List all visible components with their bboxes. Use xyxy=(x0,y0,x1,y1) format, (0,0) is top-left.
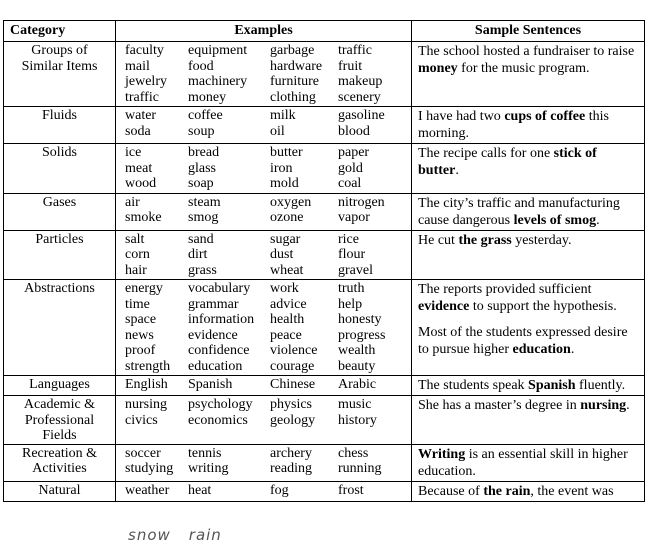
example-word: advice xyxy=(270,296,307,312)
example-word: blood xyxy=(338,123,370,139)
table-row xyxy=(4,193,645,230)
example-word: fruit xyxy=(338,58,363,74)
example-word: makeup xyxy=(338,74,383,89)
example-word: grass xyxy=(188,262,217,278)
examples-cell xyxy=(116,481,412,501)
example-word: education xyxy=(188,358,243,374)
example-word: civics xyxy=(125,412,158,428)
example-word: truth xyxy=(338,281,365,296)
example-word: ice xyxy=(125,145,142,160)
sample-sentence xyxy=(418,483,641,500)
sample-sentence-cell xyxy=(412,280,645,376)
sample-sentence xyxy=(418,446,641,480)
example-word: food xyxy=(188,58,214,74)
example-word: oil xyxy=(270,123,285,139)
category-cell: Particles xyxy=(4,230,116,280)
sentence-text: . xyxy=(455,163,459,178)
sample-sentence xyxy=(418,324,641,358)
handwritten-note xyxy=(128,526,222,544)
example-word: frost xyxy=(338,482,364,498)
highlighted-noun-phrase: cups of coffee xyxy=(504,109,586,124)
examples-cell xyxy=(116,444,412,481)
sample-sentence xyxy=(418,377,641,394)
example-word: proof xyxy=(125,343,156,358)
example-word: corn xyxy=(125,247,150,262)
handwritten-word-snow: snow xyxy=(128,526,171,544)
sample-sentence-cell xyxy=(412,144,645,194)
noncount-nouns-table xyxy=(3,20,645,502)
sample-sentence xyxy=(418,397,641,414)
sentence-text: Most of the students expressed desire to pursue higher xyxy=(418,325,628,357)
examples-cell xyxy=(116,42,412,107)
table-row xyxy=(4,481,645,501)
example-word: history xyxy=(338,412,377,428)
sentence-text: to support the hypothesis. xyxy=(469,299,617,314)
example-word: work xyxy=(270,281,299,296)
example-word: beauty xyxy=(338,358,376,374)
example-word: reading xyxy=(270,461,312,476)
table-row xyxy=(4,444,645,481)
sample-sentence xyxy=(418,145,641,179)
example-word: scenery xyxy=(338,89,381,105)
example-word: clothing xyxy=(270,89,316,105)
sentence-text: The recipe calls for one xyxy=(418,146,554,161)
examples-cell xyxy=(116,107,412,144)
example-word: hardware xyxy=(270,58,323,74)
table-row xyxy=(4,144,645,194)
sample-sentence xyxy=(418,232,641,249)
example-word: space xyxy=(125,312,157,327)
example-word: flour xyxy=(338,247,366,262)
example-word: nursing xyxy=(125,397,167,412)
example-word: energy xyxy=(125,281,163,296)
examples-cell xyxy=(116,193,412,230)
example-word: gold xyxy=(338,160,363,176)
example-word: salt xyxy=(125,231,145,247)
sentence-text: He cut xyxy=(418,232,459,248)
sentence-text: . xyxy=(626,398,630,413)
example-word: dust xyxy=(270,247,294,262)
examples-cell xyxy=(116,376,412,396)
table-row xyxy=(4,230,645,280)
sentence-text: this morning. xyxy=(418,109,609,141)
example-word: geology xyxy=(270,412,316,428)
example-word: economics xyxy=(188,412,248,428)
example-word: glass xyxy=(188,160,216,176)
example-word: health xyxy=(270,312,305,327)
category-cell: Natural xyxy=(4,481,116,501)
header-row xyxy=(4,21,645,42)
example-word: confidence xyxy=(188,343,250,358)
example-word: weather xyxy=(125,482,170,498)
example-word: soup xyxy=(188,123,215,139)
highlighted-noun-phrase: nursing xyxy=(580,398,627,413)
example-word: faculty xyxy=(125,43,164,58)
example-word: wood xyxy=(125,176,157,191)
example-word: Spanish xyxy=(188,377,233,392)
sentence-text: Because of xyxy=(418,483,484,499)
sample-sentence-cell xyxy=(412,193,645,230)
sample-sentence xyxy=(418,108,641,142)
example-word: Chinese xyxy=(270,377,316,392)
examples-cell xyxy=(116,230,412,280)
example-word: money xyxy=(188,89,227,105)
example-word: writing xyxy=(188,461,229,476)
example-word: wealth xyxy=(338,343,376,358)
header-sample-sentences: Sample Sentences xyxy=(412,21,645,42)
sentence-text: The reports provided sufficient xyxy=(418,282,592,297)
table-row xyxy=(4,376,645,396)
highlighted-noun-phrase: Writing xyxy=(418,446,466,462)
category-cell: Abstractions xyxy=(4,280,116,376)
example-word: information xyxy=(188,312,255,327)
example-word: milk xyxy=(270,108,296,123)
example-word: Arabic xyxy=(338,377,377,392)
example-word: running xyxy=(338,461,382,476)
example-word: psychology xyxy=(188,397,253,412)
example-word: soda xyxy=(125,123,151,139)
sample-sentence-cell xyxy=(412,230,645,280)
highlighted-noun-phrase: evidence xyxy=(418,299,470,314)
sentence-text: . xyxy=(570,342,575,357)
example-word: ozone xyxy=(270,210,304,225)
example-word: traffic xyxy=(338,43,372,58)
sentence-text: , the event was xyxy=(530,483,614,499)
example-word: oxygen xyxy=(270,194,312,210)
table-row xyxy=(4,42,645,107)
example-word: peace xyxy=(270,327,302,343)
example-word: grammar xyxy=(188,296,239,312)
example-word: mold xyxy=(270,176,299,191)
example-word: archery xyxy=(270,445,312,461)
sentence-text: . xyxy=(596,212,600,228)
example-word: soccer xyxy=(125,445,161,461)
category-cell: Groups of Similar Items xyxy=(4,42,116,107)
sentence-text: The city’s traffic and manufacturing cause dangerous xyxy=(418,195,620,228)
example-word: equipment xyxy=(188,43,248,58)
example-word: bread xyxy=(188,145,220,160)
sentence-text: She has a master’s degree in xyxy=(418,398,581,413)
example-word: mail xyxy=(125,58,150,74)
table-row xyxy=(4,107,645,144)
category-cell: Fluids xyxy=(4,107,116,144)
example-word: physics xyxy=(270,397,312,412)
example-word: gasoline xyxy=(338,108,385,123)
category-cell: Languages xyxy=(4,376,116,396)
example-word: sugar xyxy=(270,231,301,247)
example-word: steam xyxy=(188,194,221,210)
example-word: strength xyxy=(125,358,171,374)
category-cell: Gases xyxy=(4,193,116,230)
sentence-text: The school hosted a fundraiser to raise xyxy=(418,44,635,59)
example-word: news xyxy=(125,327,154,343)
example-word: coal xyxy=(338,176,362,191)
header-examples: Examples xyxy=(116,21,412,42)
example-word: butter xyxy=(270,145,303,160)
highlighted-noun-phrase: the grass xyxy=(458,232,512,248)
example-word: gravel xyxy=(338,262,373,278)
example-word: English xyxy=(125,377,168,392)
sample-sentence-cell xyxy=(412,107,645,144)
sample-sentence-cell xyxy=(412,396,645,445)
example-word: coffee xyxy=(188,108,223,123)
examples-cell xyxy=(116,396,412,445)
category-cell: Academic & Professional Fields xyxy=(4,396,116,445)
table-row xyxy=(4,396,645,445)
example-word: soap xyxy=(188,176,214,191)
example-word: vapor xyxy=(338,210,370,225)
example-word: air xyxy=(125,194,140,210)
example-word: meat xyxy=(125,160,153,176)
example-word: help xyxy=(338,296,363,312)
example-word: traffic xyxy=(125,89,159,105)
example-word: violence xyxy=(270,343,318,358)
highlighted-noun-phrase: money xyxy=(418,61,458,76)
example-word: smoke xyxy=(125,210,162,225)
sample-sentence-cell xyxy=(412,42,645,107)
example-word: rice xyxy=(338,231,359,247)
example-word: nitrogen xyxy=(338,194,385,210)
example-word: wheat xyxy=(270,262,304,278)
sentence-text: is an essential skill in higher education. xyxy=(418,446,628,479)
example-word: hair xyxy=(125,262,147,278)
example-word: tennis xyxy=(188,445,222,461)
example-word: dirt xyxy=(188,247,208,262)
example-word: vocabulary xyxy=(188,281,251,296)
example-word: time xyxy=(125,296,150,312)
example-word: honesty xyxy=(338,312,382,327)
example-word: courage xyxy=(270,358,315,374)
sentence-text: I have had two xyxy=(418,109,505,124)
example-word: evidence xyxy=(188,327,238,343)
example-word: smog xyxy=(188,210,219,225)
example-word: iron xyxy=(270,160,293,176)
highlighted-noun-phrase: stick of butter xyxy=(418,146,597,178)
example-word: progress xyxy=(338,327,386,343)
example-word: studying xyxy=(125,461,174,476)
example-word: machinery xyxy=(188,74,248,89)
examples-cell xyxy=(116,144,412,194)
example-word: paper xyxy=(338,145,370,160)
example-word: chess xyxy=(338,445,369,461)
header-category: Category xyxy=(4,21,116,42)
highlighted-noun-phrase: the rain xyxy=(483,483,531,499)
example-word: water xyxy=(125,108,157,123)
handwritten-word-rain: rain xyxy=(188,526,222,544)
example-word: heat xyxy=(188,482,212,498)
sentence-text: yesterday. xyxy=(511,232,572,248)
example-word: sand xyxy=(188,231,214,247)
sample-sentence xyxy=(418,43,641,77)
category-cell: Recreation & Activities xyxy=(4,444,116,481)
example-word: fog xyxy=(270,482,289,498)
examples-cell xyxy=(116,280,412,376)
sample-sentence-cell xyxy=(412,444,645,481)
table-row xyxy=(4,280,645,376)
highlighted-noun-phrase: levels of smog xyxy=(513,212,597,228)
highlighted-noun-phrase: education xyxy=(512,342,571,357)
sample-sentence-cell xyxy=(412,376,645,396)
sentence-text: The students speak xyxy=(418,378,529,393)
sample-sentence xyxy=(418,281,641,315)
example-word: jewelry xyxy=(125,74,167,89)
highlighted-noun-phrase: Spanish xyxy=(528,378,576,393)
example-word: garbage xyxy=(270,43,315,58)
sentence-text: fluently. xyxy=(575,378,626,393)
category-cell: Solids xyxy=(4,144,116,194)
sample-sentence xyxy=(418,195,641,229)
example-word: music xyxy=(338,397,372,412)
example-word: furniture xyxy=(270,74,319,89)
sentence-text: for the music program. xyxy=(457,61,590,76)
sample-sentence-cell xyxy=(412,481,645,501)
